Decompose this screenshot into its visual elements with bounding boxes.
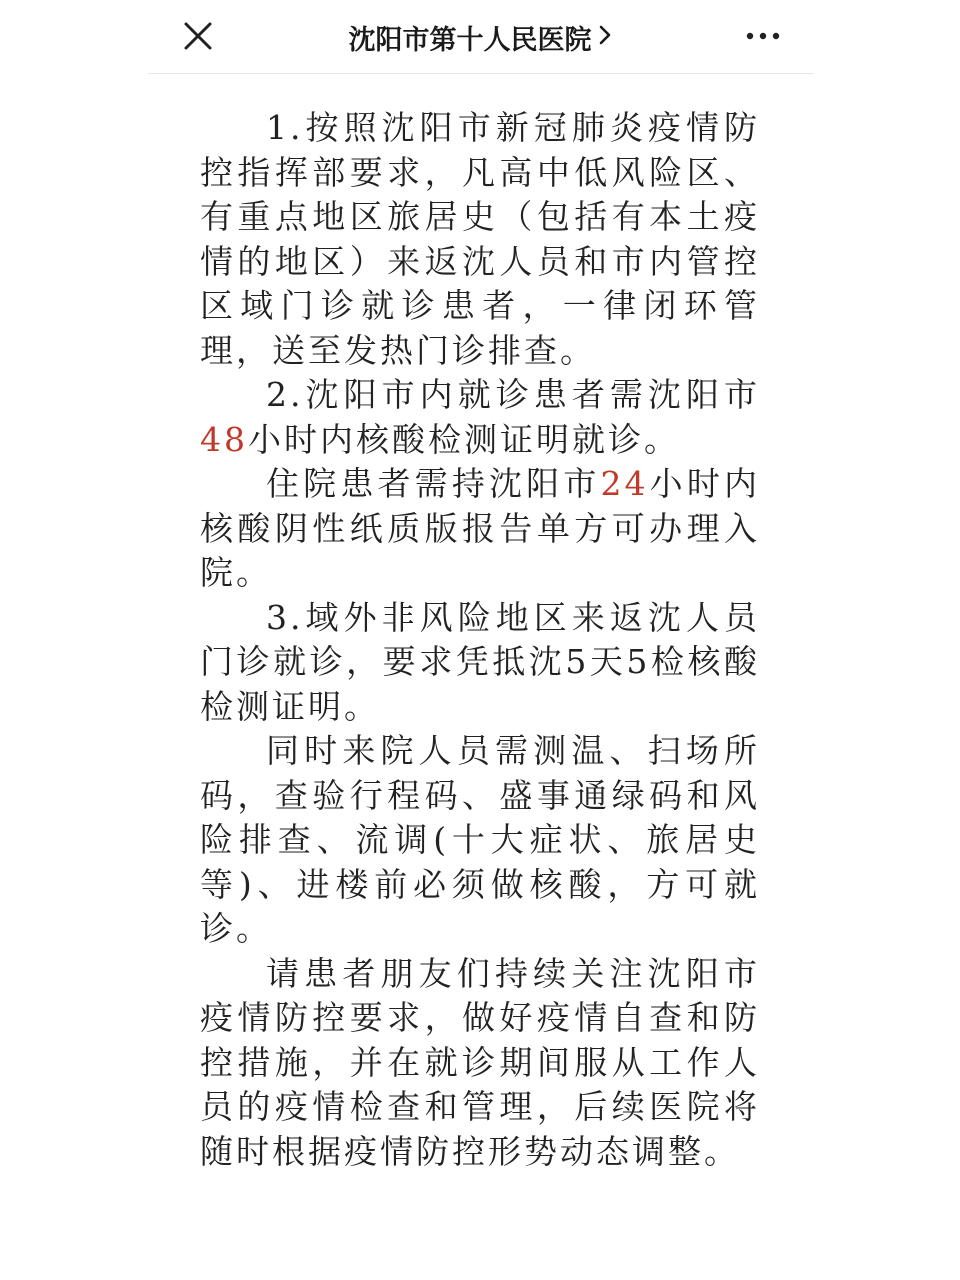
highlight-24-hours: 24 xyxy=(600,464,649,503)
paragraph-5 xyxy=(200,729,760,952)
paragraph-1-text: 1.按照沈阳市新冠肺炎疫情防控指挥部要求，凡高中低风险区、有重点地区旅居史（包括有本土疫情的地区）来返沈人员和市内管控区域门诊就诊患者，一律闭环管理，送至发热门诊排查。 xyxy=(200,108,760,370)
close-icon xyxy=(176,14,220,58)
paragraph-2-text-after: 小时内核酸检测证明就诊。 xyxy=(248,419,680,459)
chevron-right-icon xyxy=(598,22,612,53)
highlight-48-hours: 48 xyxy=(200,419,248,459)
paragraph-6 xyxy=(200,952,760,1175)
paragraph-3-text-before: 住院患者需持沈阳市 xyxy=(266,464,601,503)
header-divider xyxy=(148,73,814,74)
paragraph-5-text: 同时来院人员需测温、扫场所码，查验行程码、盛事通绿码和风险排查、流调(十大症状、旅居史等)、进楼前必须做核酸，方可就诊。 xyxy=(200,731,760,948)
paragraph-1 xyxy=(200,106,760,373)
more-dots-icon xyxy=(738,18,788,54)
paragraph-6-text: 请患者朋友们持续关注沈阳市疫情防控要求，做好疫情自查和防控措施，并在就诊期间服从工作人员的疫情检查和管理，后续医院将随时根据疫情防控形势动态调整。 xyxy=(200,953,760,1171)
paragraph-3 xyxy=(200,462,760,596)
account-title: 沈阳市第十人民医院 xyxy=(348,24,592,56)
paragraph-4 xyxy=(200,596,760,730)
paragraph-4-text: 3.域外非风险地区来返沈人员门诊就诊，要求凭抵沈5天5检核酸检测证明。 xyxy=(200,597,760,726)
more-options-button[interactable] xyxy=(738,18,788,54)
account-title-link[interactable] xyxy=(349,18,612,57)
notice-article xyxy=(200,106,760,1174)
top-navigation-bar xyxy=(0,0,960,74)
paragraph-3-text-after: 小时内核酸阴性纸质版报告单方可办理入院。 xyxy=(200,464,761,592)
close-button[interactable] xyxy=(176,14,220,58)
paragraph-2-text-before: 2.沈阳市内就诊患者需沈阳市 xyxy=(266,375,760,414)
paragraph-2 xyxy=(200,373,760,462)
